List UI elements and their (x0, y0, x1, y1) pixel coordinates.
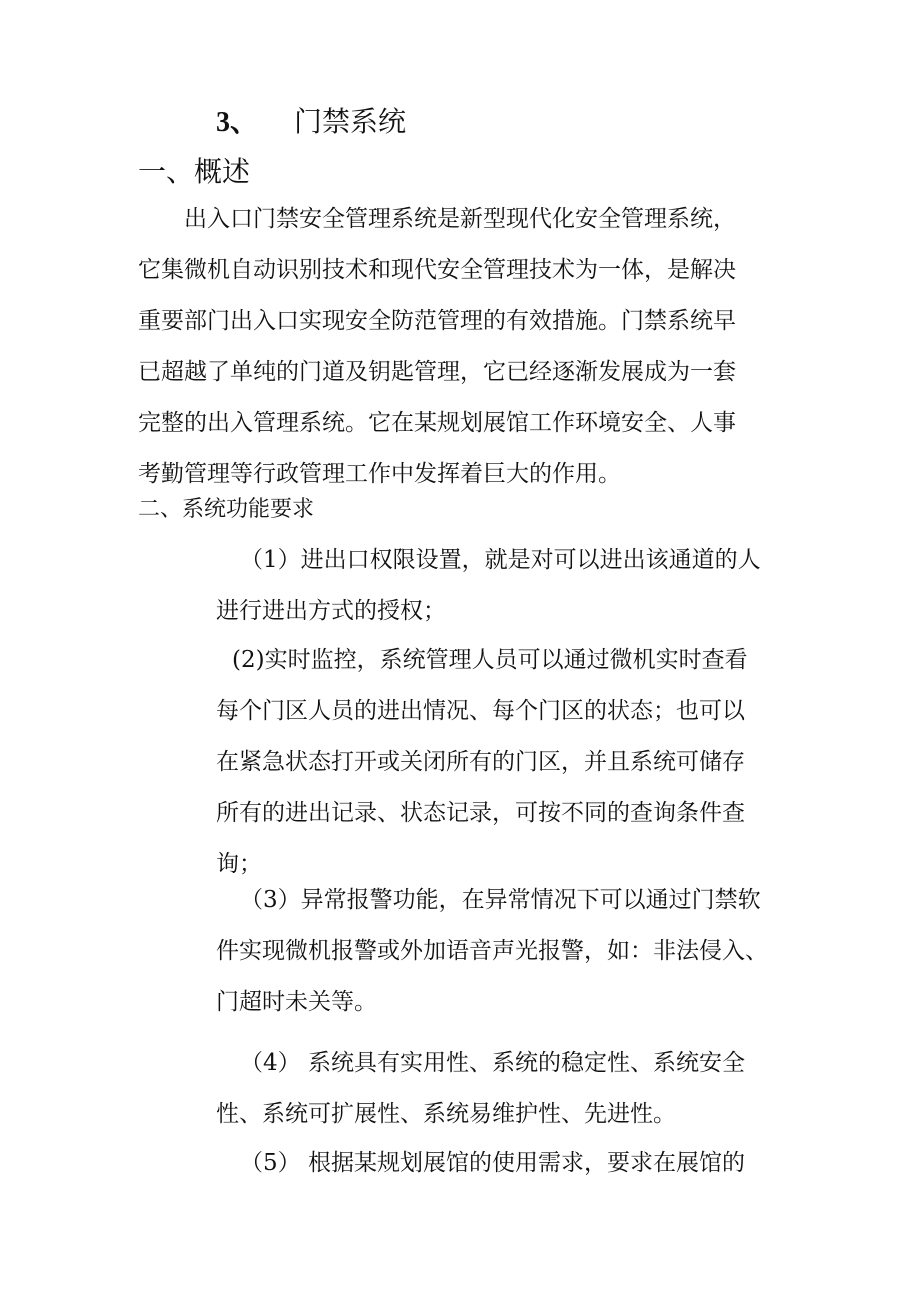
requirement-line: 件实现微机报警或外加语音声光报警，如：非法侵入、 (216, 938, 768, 964)
section-title (216, 100, 406, 145)
requirement-line: （4） 系统具有实用性、系统的稳定性、系统安全 (240, 1050, 745, 1076)
requirements-heading: 二、系统功能要求 (138, 497, 315, 522)
requirement-item-2 (216, 635, 796, 890)
overview-line: 它集微机自动识别技术和现代安全管理技术为一体，是解决 (138, 257, 736, 283)
overview-line: 完整的出入管理系统。它在某规划展馆工作环境安全、人事 (138, 410, 736, 436)
requirement-item-1 (216, 535, 796, 637)
requirement-line: （5） 根据某规划展馆的使用需求，要求在展馆的 (240, 1150, 745, 1176)
overview-line: 重要部门出入口实现安全防范管理的有效措施。门禁系统早 (138, 308, 736, 334)
requirement-line: 进行进出方式的授权； (216, 598, 446, 624)
overview-paragraph (138, 194, 798, 500)
overview-line: 出入口门禁安全管理系统是新型现代化安全管理系统， (184, 206, 736, 232)
requirement-line: 性、系统可扩展性、系统易维护性、先进性。 (216, 1101, 676, 1127)
section-number: 3、 (216, 107, 259, 138)
requirement-line: （1）进出口权限设置，就是对可以进出该通道的人 (240, 547, 761, 573)
requirement-line: 门超时未关等。 (216, 989, 377, 1015)
overview-heading: 一、概述 (138, 155, 251, 188)
requirement-line: 询； (216, 851, 262, 877)
section-title-text: 门禁系统 (294, 105, 407, 138)
requirement-line: (2)实时监控，系统管理人员可以通过微机实时查看 (232, 647, 748, 673)
overview-line: 已超越了单纯的门道及钥匙管理，它已经逐渐发展成为一套 (138, 359, 736, 385)
requirement-item-5 (216, 1138, 796, 1189)
requirement-line: 每个门区人员的进出情况、每个门区的状态；也可以 (216, 698, 745, 724)
requirement-line: （3）异常报警功能，在异常情况下可以通过门禁软 (240, 887, 761, 913)
requirement-item-4 (216, 1038, 796, 1140)
overview-line: 考勤管理等行政管理工作中发挥着巨大的作用。 (138, 461, 621, 487)
requirement-line: 在紧急状态打开或关闭所有的门区，并且系统可储存 (216, 749, 745, 775)
requirement-line: 所有的进出记录、状态记录，可按不同的查询条件查 (216, 800, 745, 826)
requirement-item-3 (216, 875, 796, 1028)
